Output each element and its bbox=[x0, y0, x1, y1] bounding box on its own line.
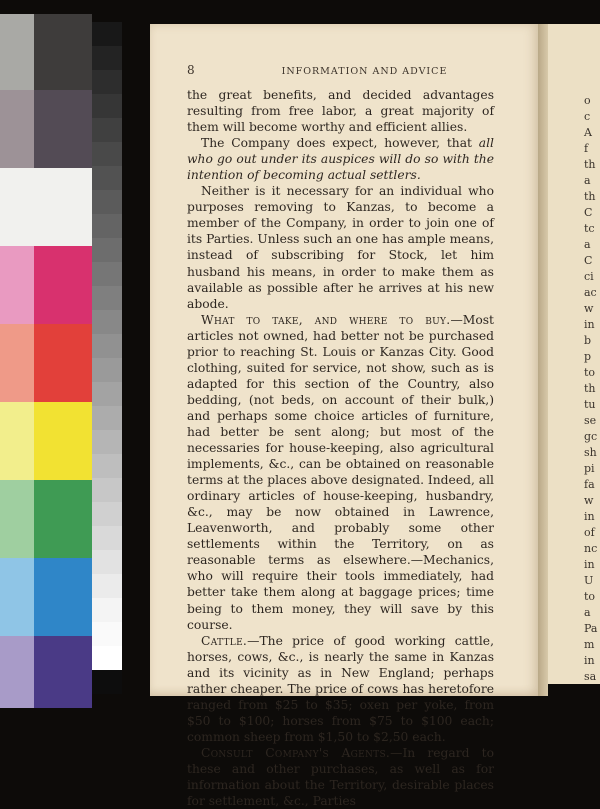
adjacent-page-fragment: a bbox=[584, 238, 591, 251]
adjacent-page-fragment: of bbox=[584, 526, 595, 539]
paragraph-3: Neither is it necessary for an individual who purposes removing to Kanzas, to become a member of the Company, in order to join one of its Parties. Unless such an one has ample means, instead of subscribing for Stock, let him husband his means, in order to make them as available as possible after he arrives at his new abode. bbox=[187, 184, 494, 311]
swatch-white bbox=[0, 168, 92, 246]
adjacent-page-fragment: se bbox=[584, 414, 597, 427]
swatch-pink-light bbox=[0, 246, 34, 324]
adjacent-page-fragment: th bbox=[584, 190, 596, 203]
adjacent-page-fragment: to bbox=[584, 590, 596, 603]
adjacent-page-fragment: Pa bbox=[584, 622, 598, 635]
swatch-red bbox=[34, 324, 92, 402]
swatch-blue-light bbox=[0, 558, 34, 636]
adjacent-page-fragment: tu bbox=[584, 398, 596, 411]
page-gutter bbox=[538, 24, 548, 696]
paragraph-1: the great benefits, and decided advantages resulting from free labor, a great majority of them will become worthy and efficient allies. bbox=[187, 88, 494, 135]
adjacent-page-fragment: ac bbox=[584, 286, 597, 299]
adjacent-page-fragment: w bbox=[584, 302, 594, 315]
adjacent-page-fragment: w bbox=[584, 494, 594, 507]
adjacent-page-fragment: sa bbox=[584, 670, 597, 683]
adjacent-page-fragment: C bbox=[584, 206, 593, 219]
section-heading-what-to-take: What to take, and where to buy. bbox=[201, 312, 451, 327]
paragraph-2-italic: all who go out under its auspices will do so with the intention of becoming actual settlers. bbox=[187, 136, 494, 183]
swatch-blue bbox=[34, 558, 92, 636]
adjacent-page-fragment: in bbox=[584, 654, 595, 667]
swatch-lavender bbox=[0, 636, 34, 708]
body-text bbox=[187, 87, 494, 809]
paragraph-consult-agents bbox=[187, 745, 494, 809]
adjacent-page-fragment: in bbox=[584, 318, 595, 331]
adjacent-page-fragment: th bbox=[584, 382, 596, 395]
adjacent-page-fragment: U bbox=[584, 574, 594, 587]
paragraph-cattle bbox=[187, 633, 494, 745]
adjacent-page-fragment: a bbox=[584, 174, 591, 187]
adjacent-page-fragment: pi bbox=[584, 462, 595, 475]
adjacent-page-fragment: nc bbox=[584, 542, 598, 555]
adjacent-page-fragment: a bbox=[584, 606, 591, 619]
paragraph-cattle-text: —The price of good working cattle, horses, cows, &c., is nearly the same in Kanzas and its vicinity as in New England; perhaps rather cheaper. The price of cows has heretofore ranged from $25 to $35; oxen per yoke, from $50 to $100; horses from $75 to $100 each; common sheep from $1,50 to $2,50 each. bbox=[187, 633, 494, 744]
swatch-magenta bbox=[34, 246, 92, 324]
adjacent-page-fragment: tc bbox=[584, 222, 595, 235]
adjacent-page-fragment: b bbox=[584, 334, 592, 347]
paragraph-what-to-take bbox=[187, 312, 494, 633]
page-number: 8 bbox=[187, 63, 195, 77]
adjacent-page-fragment: to bbox=[584, 366, 596, 379]
adjacent-page-fragment: m bbox=[584, 638, 595, 651]
paragraph-consult-agents-text: —In regard to these and other purchases, as well as for information about the Territory, desirable places for settlement, &c., Parties bbox=[187, 745, 494, 809]
adjacent-page-edge bbox=[548, 24, 600, 684]
adjacent-page-fragment: A bbox=[584, 126, 592, 139]
adjacent-page-fragment: fa bbox=[584, 478, 595, 491]
swatch-salmon bbox=[0, 324, 34, 402]
adjacent-page-fragment: c bbox=[584, 110, 591, 123]
swatch-yellow-light bbox=[0, 402, 34, 480]
adjacent-page-fragment: th bbox=[584, 158, 596, 171]
swatch-gray-light bbox=[0, 14, 34, 90]
grayscale-strip bbox=[92, 22, 122, 694]
paragraph-2-text: The Company does expect, however, that bbox=[201, 136, 479, 151]
adjacent-page-fragment: gc bbox=[584, 430, 598, 443]
adjacent-page-fragment: in bbox=[584, 510, 595, 523]
paragraph-what-to-take-text: —Most articles not owned, had better not be purchased prior to reaching St. Louis or Kanzas City. Good clothing, suited for service, not show, such as is adapted for this section of the Country, also bedding, (not beds, on account of their bulk,) and perhaps some choice articles of furniture, had better be sent along; but most of the necessaries for house-keeping, also agricultural implements, &c., can be obtained on reasonable terms at the places above designated. Indeed, all ordinary articles of house-keeping, husbandry, &c., may be now obtained in Lawrence, Leavenworth, and probably some other settlements within the Territory, on as reasonable terms as elsewhere.—Mechanics, who will require their tools immediately, had better take them along at baggage prices; time being to them money, they will save by this course. bbox=[187, 312, 494, 632]
adjacent-page-fragment: f bbox=[584, 142, 589, 155]
running-head-title: INFORMATION AND ADVICE bbox=[281, 66, 448, 77]
adjacent-page-fragment: C bbox=[584, 254, 593, 267]
book-page bbox=[150, 24, 539, 809]
swatch-mauve-dark bbox=[34, 90, 92, 168]
section-heading-cattle: Cattle. bbox=[201, 633, 248, 648]
swatch-gray-dark bbox=[34, 14, 92, 90]
swatch-green bbox=[34, 480, 92, 558]
adjacent-page-fragment: ci bbox=[584, 270, 594, 283]
adjacent-page-fragment: o bbox=[584, 94, 591, 107]
paragraph-2 bbox=[187, 135, 494, 183]
running-head bbox=[150, 63, 539, 77]
swatch-purple bbox=[34, 636, 92, 708]
section-heading-consult-agents: Consult Company's Agents. bbox=[201, 745, 391, 760]
adjacent-page-fragment: p bbox=[584, 350, 592, 363]
adjacent-page-fragment: in bbox=[584, 558, 595, 571]
swatch-yellow bbox=[34, 402, 92, 480]
adjacent-page-fragment: sh bbox=[584, 446, 597, 459]
swatch-green-light bbox=[0, 480, 34, 558]
swatch-mauve-light bbox=[0, 90, 34, 168]
